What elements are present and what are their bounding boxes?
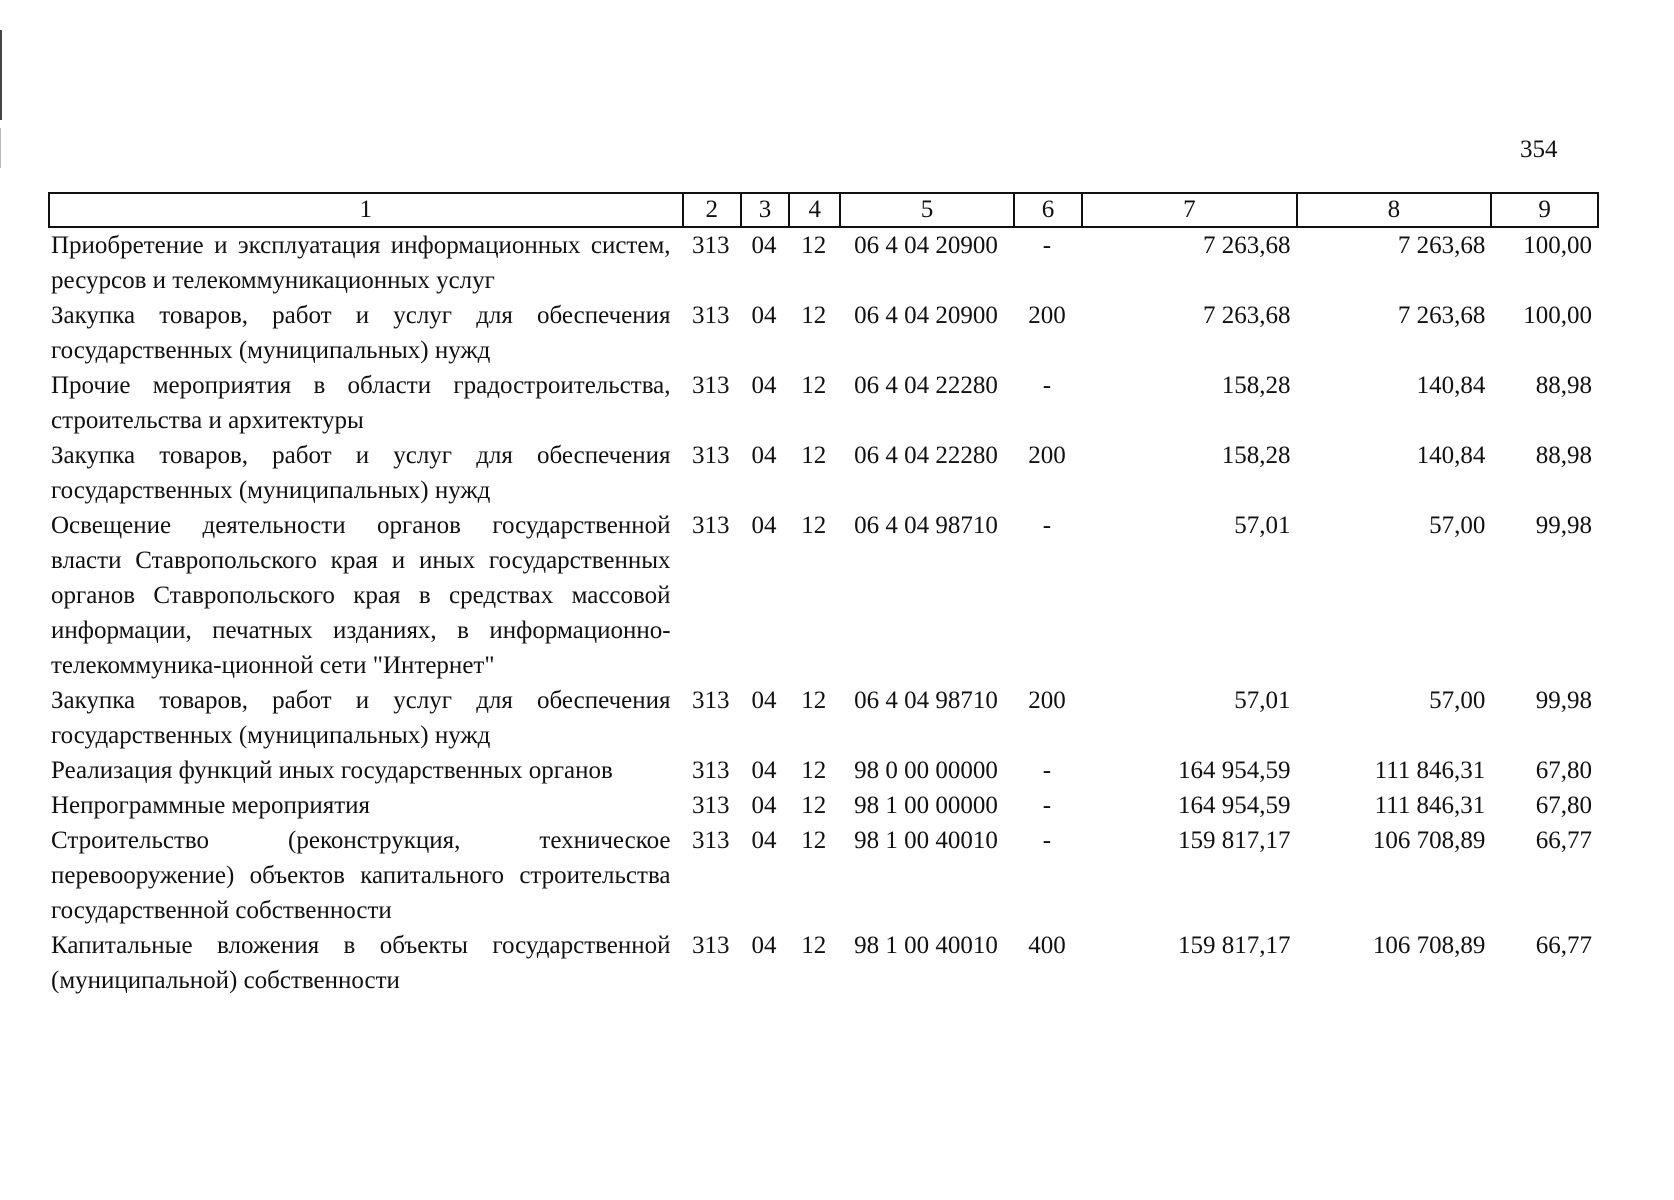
percent-executed: 99,98: [1535, 512, 1592, 539]
amount-executed: 7 263,68: [1397, 232, 1486, 259]
amount-executed: 111 846,31: [1374, 757, 1486, 784]
item-name: Прочие мероприятия в области градостроительства, строительства и архитектуры: [51, 372, 671, 434]
amount-executed: 57,00: [1429, 512, 1486, 539]
table-row: [49, 928, 1598, 998]
code-ministry: 313: [691, 792, 730, 819]
amount-executed: 140,84: [1416, 372, 1486, 399]
code-subsection: 12: [801, 792, 827, 819]
amount-executed: 106 708,89: [1372, 932, 1486, 959]
table-row: [49, 368, 1598, 438]
column-header: 5: [840, 193, 1013, 227]
item-name: Строительство (реконструкция, техническое перевооружение) объектов капитального строительства государственной собственности: [51, 827, 671, 924]
code-target: 06 4 04 20900: [854, 232, 998, 259]
code-ministry: 313: [691, 302, 730, 329]
code-section: 04: [751, 687, 777, 714]
budget-table: [48, 192, 1599, 998]
column-header: 2: [683, 193, 741, 227]
code-section: 04: [751, 302, 777, 329]
item-name: Закупка товаров, работ и услуг для обеспечения государственных (муниципальных) нужд: [51, 687, 671, 749]
code-section: 04: [751, 442, 777, 469]
table-row: [49, 298, 1598, 368]
amount-planned: 164 954,59: [1178, 792, 1291, 819]
code-expense-type: 200: [1028, 302, 1066, 329]
code-subsection: 12: [801, 512, 827, 539]
code-ministry: 313: [691, 757, 730, 784]
column-header: 8: [1297, 193, 1492, 227]
amount-planned: 57,01: [1234, 512, 1291, 539]
header-row: [49, 193, 1598, 227]
code-subsection: 12: [801, 827, 827, 854]
code-expense-type: -: [1042, 757, 1052, 784]
code-target: 06 4 04 20900: [854, 302, 998, 329]
code-target: 06 4 04 98710: [854, 512, 998, 539]
code-ministry: 313: [691, 512, 730, 539]
code-subsection: 12: [801, 302, 827, 329]
scan-edge-mark: [0, 30, 2, 120]
code-expense-type: -: [1042, 232, 1052, 259]
amount-planned: 158,28: [1221, 442, 1291, 469]
amount-executed: 106 708,89: [1372, 827, 1486, 854]
item-name: Закупка товаров, работ и услуг для обеспечения государственных (муниципальных) нужд: [51, 302, 671, 364]
code-subsection: 12: [801, 687, 827, 714]
code-expense-type: -: [1042, 372, 1052, 399]
table-row: [49, 508, 1598, 683]
amount-planned: 159 817,17: [1178, 827, 1291, 854]
code-section: 04: [751, 792, 777, 819]
code-expense-type: 400: [1028, 932, 1066, 959]
code-target: 06 4 04 98710: [854, 687, 998, 714]
percent-executed: 100,00: [1523, 302, 1592, 329]
table-row: [49, 438, 1598, 508]
code-ministry: 313: [691, 827, 730, 854]
amount-planned: 7 263,68: [1203, 232, 1291, 259]
code-expense-type: 200: [1028, 442, 1066, 469]
amount-planned: 7 263,68: [1203, 302, 1291, 329]
column-header: 7: [1082, 193, 1296, 227]
code-section: 04: [751, 757, 777, 784]
code-section: 04: [751, 827, 777, 854]
code-target: 98 1 00 00000: [854, 792, 998, 819]
table-row: [49, 753, 1598, 788]
code-ministry: 313: [691, 932, 730, 959]
scan-edge-mark-faint: [0, 128, 1, 168]
code-section: 04: [751, 932, 777, 959]
table-row: [49, 227, 1598, 298]
code-subsection: 12: [801, 232, 827, 259]
table-row: [49, 823, 1598, 928]
amount-executed: 111 846,31: [1374, 792, 1486, 819]
item-name: Приобретение и эксплуатация информационных систем, ресурсов и телекоммуникационных услуг: [51, 232, 671, 294]
code-target: 06 4 04 22280: [854, 372, 998, 399]
code-ministry: 313: [691, 687, 730, 714]
code-target: 06 4 04 22280: [854, 442, 998, 469]
percent-executed: 67,80: [1535, 792, 1592, 819]
code-expense-type: -: [1042, 827, 1052, 854]
code-section: 04: [751, 512, 777, 539]
item-name: Освещение деятельности органов государственной власти Ставропольского края и иных государственных органов Ставропольского края в средствах массовой информации, печатных изданиях, в информационно-телекоммуника-ционной сети "Интернет": [51, 512, 671, 679]
amount-planned: 164 954,59: [1178, 757, 1291, 784]
code-section: 04: [751, 372, 777, 399]
amount-executed: 7 263,68: [1397, 302, 1486, 329]
code-section: 04: [751, 232, 777, 259]
amount-planned: 158,28: [1221, 372, 1291, 399]
code-expense-type: 200: [1028, 687, 1066, 714]
code-subsection: 12: [801, 932, 827, 959]
item-name: Капитальные вложения в объекты государственной (муниципальной) собственности: [51, 932, 671, 994]
column-header: 9: [1491, 193, 1598, 227]
percent-executed: 88,98: [1535, 442, 1592, 469]
amount-executed: 140,84: [1416, 442, 1486, 469]
amount-executed: 57,00: [1429, 687, 1486, 714]
item-name: Закупка товаров, работ и услуг для обеспечения государственных (муниципальных) нужд: [51, 442, 671, 504]
code-ministry: 313: [691, 372, 730, 399]
amount-planned: 57,01: [1234, 687, 1291, 714]
code-ministry: 313: [691, 442, 730, 469]
percent-executed: 99,98: [1535, 687, 1592, 714]
code-ministry: 313: [691, 232, 730, 259]
code-target: 98 1 00 40010: [854, 932, 998, 959]
code-expense-type: -: [1042, 792, 1052, 819]
item-name: Непрограммные мероприятия: [51, 792, 371, 819]
table-row: [49, 683, 1598, 753]
code-subsection: 12: [801, 757, 827, 784]
percent-executed: 66,77: [1535, 827, 1592, 854]
code-target: 98 0 00 00000: [854, 757, 998, 784]
code-target: 98 1 00 40010: [854, 827, 998, 854]
page-number: 354: [1520, 136, 1558, 163]
column-header: 1: [49, 193, 683, 227]
percent-executed: 88,98: [1535, 372, 1592, 399]
code-subsection: 12: [801, 372, 827, 399]
item-name: Реализация функций иных государственных органов: [51, 757, 613, 784]
percent-executed: 66,77: [1535, 932, 1592, 959]
table-row: [49, 788, 1598, 823]
column-header: 3: [741, 193, 789, 227]
amount-planned: 159 817,17: [1178, 932, 1291, 959]
column-header: 6: [1014, 193, 1083, 227]
percent-executed: 67,80: [1535, 757, 1592, 784]
percent-executed: 100,00: [1523, 232, 1592, 259]
code-expense-type: -: [1042, 512, 1052, 539]
code-subsection: 12: [801, 442, 827, 469]
column-header: 4: [789, 193, 840, 227]
